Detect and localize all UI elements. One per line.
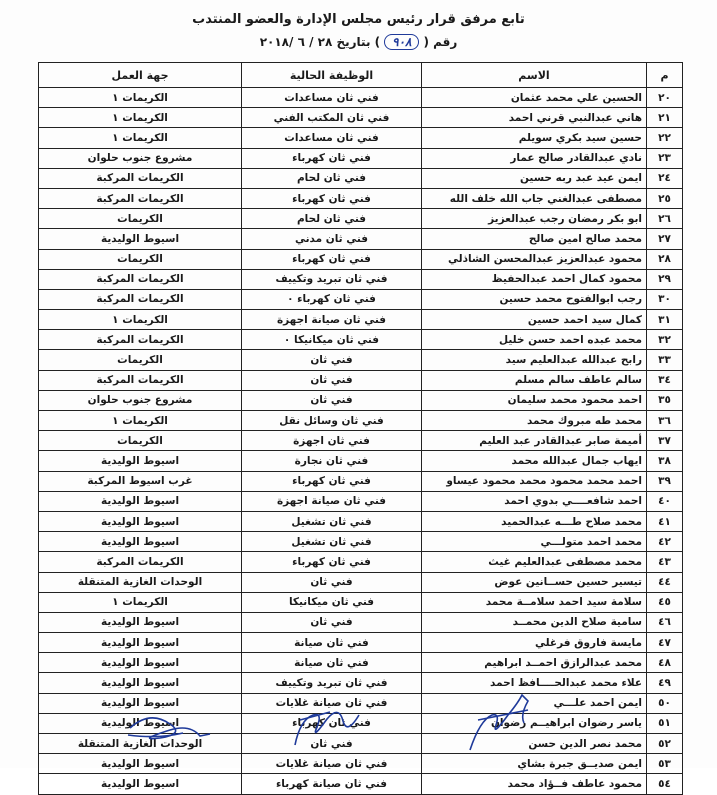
row-location: الكريمات bbox=[39, 249, 242, 269]
row-name: ياسر رضوان ابراهيــم رضوان bbox=[422, 713, 647, 733]
row-location: غرب اسيوط المركبة bbox=[39, 471, 242, 491]
row-job: فني ثان bbox=[242, 572, 422, 592]
row-job: فني ثان نجارة bbox=[242, 451, 422, 471]
row-job: فني ثان كهرباء bbox=[242, 148, 422, 168]
row-name: ايمن صديــق جبرة بشاي bbox=[422, 754, 647, 774]
row-name: محمد مصطفى عبدالعليم غيث bbox=[422, 552, 647, 572]
row-number: ٤٩ bbox=[647, 673, 683, 693]
row-name: محمود عبدالعزيز عبدالمحسن الشاذلي bbox=[422, 249, 647, 269]
table-row bbox=[39, 289, 683, 309]
row-name: احمد محمد محمود محمد محمود عيساو bbox=[422, 471, 647, 491]
row-number: ٢٥ bbox=[647, 188, 683, 208]
col-header-job: الوظيفة الحالية bbox=[242, 63, 422, 88]
row-number: ٥٤ bbox=[647, 774, 683, 794]
row-job: فني ثان bbox=[242, 370, 422, 390]
row-job: فني ثان كهرباء bbox=[242, 552, 422, 572]
row-location: الكريمات ١ bbox=[39, 411, 242, 431]
table-row bbox=[39, 249, 683, 269]
row-name: محمد عبدالرازق احمــد ابراهيم bbox=[422, 653, 647, 673]
row-location: الكريمات المركبة bbox=[39, 289, 242, 309]
row-number: ٣٦ bbox=[647, 411, 683, 431]
row-job: فني ثان تشغيل bbox=[242, 532, 422, 552]
row-job: فني ثان كهرباء bbox=[242, 713, 422, 733]
row-location: اسيوط الوليدية bbox=[39, 653, 242, 673]
row-name: سامية صلاح الدين محمــد bbox=[422, 612, 647, 632]
row-name: محمود كمال احمد عبدالحفيظ bbox=[422, 269, 647, 289]
decision-date: ) بتاريخ ٢٨ / ٦ /٢٠١٨ bbox=[259, 35, 381, 49]
row-job: فني ثان bbox=[242, 350, 422, 370]
signature-middle bbox=[295, 712, 359, 745]
row-number: ٣٠ bbox=[647, 289, 683, 309]
table-row bbox=[39, 370, 683, 390]
row-location: الكريمات ١ bbox=[39, 310, 242, 330]
decision-prefix: رقم ( bbox=[423, 35, 458, 49]
row-job: فني ثان اجهزة bbox=[242, 431, 422, 451]
table-row bbox=[39, 229, 683, 249]
row-job: فني ثان صيانة كهرباء bbox=[242, 774, 422, 794]
row-location: الكريمات ١ bbox=[39, 88, 242, 108]
row-job: فني ثان مساعدات bbox=[242, 128, 422, 148]
row-location: اسيوط الوليدية bbox=[39, 511, 242, 531]
row-number: ٥٣ bbox=[647, 754, 683, 774]
row-name: احمد محمود محمد سليمان bbox=[422, 390, 647, 410]
table-row bbox=[39, 451, 683, 471]
row-job: فني ثان وسائل نقل bbox=[242, 411, 422, 431]
table-row bbox=[39, 653, 683, 673]
row-number: ٥٠ bbox=[647, 693, 683, 713]
row-number: ٣٥ bbox=[647, 390, 683, 410]
row-name: ابو بكر رمضان رجب عبدالعزيز bbox=[422, 209, 647, 229]
row-location: الوحدات الغازية المتنقلة bbox=[39, 572, 242, 592]
row-location: الكريمات ١ bbox=[39, 592, 242, 612]
row-job: فني ثان كهرباء bbox=[242, 471, 422, 491]
row-location: الكريمات المركبة bbox=[39, 188, 242, 208]
row-name: محمد احمد متولـــي bbox=[422, 532, 647, 552]
row-name: أميمة صابر عبدالقادر عبد العليم bbox=[422, 431, 647, 451]
row-name: سلامة سيد احمد سلامــة محمد bbox=[422, 592, 647, 612]
row-job: فني ثان كهرباء bbox=[242, 249, 422, 269]
row-location: مشروع جنوب حلوان bbox=[39, 148, 242, 168]
row-name: محمد صالح امين صالح bbox=[422, 229, 647, 249]
row-name: محمد نصر الدين حسن bbox=[422, 734, 647, 754]
table-row bbox=[39, 330, 683, 350]
col-header-location: جهة العمل bbox=[39, 63, 242, 88]
decision-number: ٩٠٨ bbox=[384, 34, 419, 50]
row-location: اسيوط الوليدية bbox=[39, 633, 242, 653]
row-number: ٤٣ bbox=[647, 552, 683, 572]
row-name: رجب ابوالفتوح محمد حسين bbox=[422, 289, 647, 309]
row-number: ٤٢ bbox=[647, 532, 683, 552]
row-number: ٤٤ bbox=[647, 572, 683, 592]
row-number: ٤٠ bbox=[647, 491, 683, 511]
row-job: فني ثان مدني bbox=[242, 229, 422, 249]
row-location: مشروع جنوب حلوان bbox=[39, 390, 242, 410]
row-number: ٣٢ bbox=[647, 330, 683, 350]
row-number: ٢٧ bbox=[647, 229, 683, 249]
table-row bbox=[39, 572, 683, 592]
row-job: فني ثان ميكانيكا bbox=[242, 592, 422, 612]
row-location: الكريمات ١ bbox=[39, 128, 242, 148]
row-name: محمد طه مبروك محمد bbox=[422, 411, 647, 431]
row-location: اسيوط الوليدية bbox=[39, 774, 242, 794]
table-row bbox=[39, 148, 683, 168]
row-job: فني ثان صيانة bbox=[242, 653, 422, 673]
employees-table bbox=[38, 62, 683, 795]
row-location: الكريمات bbox=[39, 431, 242, 451]
row-number: ٢٩ bbox=[647, 269, 683, 289]
signatures-area bbox=[0, 690, 717, 760]
row-job: فني ثان ميكانيكا ٠ bbox=[242, 330, 422, 350]
row-location: الكريمات المركبة bbox=[39, 370, 242, 390]
row-name: محمود عاطف فــؤاد محمد bbox=[422, 774, 647, 794]
row-job: فني ثان مساعدات bbox=[242, 88, 422, 108]
row-name: حسين سيد بكري سويلم bbox=[422, 128, 647, 148]
row-job: فني ثان صيانة اجهزة bbox=[242, 491, 422, 511]
row-number: ٣١ bbox=[647, 310, 683, 330]
row-job: فني ثان bbox=[242, 390, 422, 410]
row-number: ٥٢ bbox=[647, 734, 683, 754]
document-title: تابع مرفق قرار رئيس مجلس الإدارة والعضو المنتدب bbox=[192, 12, 525, 27]
table-row bbox=[39, 411, 683, 431]
row-number: ٢٦ bbox=[647, 209, 683, 229]
table-row bbox=[39, 128, 683, 148]
table-row bbox=[39, 350, 683, 370]
col-header-number: م bbox=[647, 63, 683, 88]
row-location: اسيوط الوليدية bbox=[39, 673, 242, 693]
row-job: فني ثان تشغيل bbox=[242, 511, 422, 531]
row-name: كمال سيد احمد حسين bbox=[422, 310, 647, 330]
row-number: ٤٥ bbox=[647, 592, 683, 612]
row-number: ٣٩ bbox=[647, 471, 683, 491]
row-number: ٤٧ bbox=[647, 633, 683, 653]
table-row bbox=[39, 188, 683, 208]
signature-right bbox=[470, 695, 528, 750]
row-name: ايمن احمد علـــي bbox=[422, 693, 647, 713]
row-number: ٢٣ bbox=[647, 148, 683, 168]
row-name: تيسير حسين حســانين عوض bbox=[422, 572, 647, 592]
row-job: فني ثان لحام bbox=[242, 209, 422, 229]
table-row bbox=[39, 310, 683, 330]
table-row bbox=[39, 431, 683, 451]
row-location: اسيوط الوليدية bbox=[39, 229, 242, 249]
row-location: الكريمات ١ bbox=[39, 108, 242, 128]
table-row bbox=[39, 511, 683, 531]
row-location: الوحدات الغازية المتنقلة bbox=[39, 734, 242, 754]
row-number: ٣٤ bbox=[647, 370, 683, 390]
row-number: ٤٨ bbox=[647, 653, 683, 673]
table-row bbox=[39, 633, 683, 653]
row-name: نادي عبدالقادر صالح عمار bbox=[422, 148, 647, 168]
row-location: الكريمات المركبة bbox=[39, 552, 242, 572]
row-number: ٣٣ bbox=[647, 350, 683, 370]
table-row bbox=[39, 88, 683, 108]
table-row bbox=[39, 612, 683, 632]
row-location: الكريمات المركبة bbox=[39, 269, 242, 289]
row-job: فني ثان تبريد وتكييف bbox=[242, 673, 422, 693]
row-job: فني ثان صيانة bbox=[242, 633, 422, 653]
row-location: اسيوط الوليدية bbox=[39, 491, 242, 511]
row-name: رابح عبدالله عبدالعليم سيد bbox=[422, 350, 647, 370]
row-number: ٤٦ bbox=[647, 612, 683, 632]
row-location: اسيوط الوليدية bbox=[39, 532, 242, 552]
row-location: الكريمات المركبة bbox=[39, 330, 242, 350]
row-name: سالم عاطف سالم مسلم bbox=[422, 370, 647, 390]
row-job: فني ثان bbox=[242, 612, 422, 632]
row-job: فني ثان bbox=[242, 734, 422, 754]
row-location: اسيوط الوليدية bbox=[39, 713, 242, 733]
row-name: مصطفى عبدالغني جاب الله خلف الله bbox=[422, 188, 647, 208]
table-row bbox=[39, 552, 683, 572]
row-job: فني ثان صيانة غلايات bbox=[242, 693, 422, 713]
table-header-row bbox=[39, 63, 683, 88]
table-row bbox=[39, 269, 683, 289]
row-number: ٢٤ bbox=[647, 168, 683, 188]
row-job: فني ثان صيانة غلايات bbox=[242, 754, 422, 774]
table-row bbox=[39, 774, 683, 794]
row-location: اسيوط الوليدية bbox=[39, 693, 242, 713]
signature-left bbox=[128, 718, 210, 739]
row-name: محمد صلاح طـــه عبدالحميد bbox=[422, 511, 647, 531]
row-name: الحسين علي محمد عثمان bbox=[422, 88, 647, 108]
row-job: فني ثان المكتب الفني bbox=[242, 108, 422, 128]
row-name: احمد شافعــــي بدوي احمد bbox=[422, 491, 647, 511]
table-row bbox=[39, 390, 683, 410]
row-number: ٢١ bbox=[647, 108, 683, 128]
table-row bbox=[39, 592, 683, 612]
row-job: فني ثان تبريد وتكييف bbox=[242, 269, 422, 289]
row-number: ٤١ bbox=[647, 511, 683, 531]
row-number: ٢٠ bbox=[647, 88, 683, 108]
row-name: علاء محمد عبدالحــــافظ احمد bbox=[422, 673, 647, 693]
decision-reference bbox=[0, 34, 717, 50]
row-location: الكريمات bbox=[39, 209, 242, 229]
table-row bbox=[39, 471, 683, 491]
row-job: فني ثان لحام bbox=[242, 168, 422, 188]
row-job: فني ثان كهرباء ٠ bbox=[242, 289, 422, 309]
table-row bbox=[39, 491, 683, 511]
row-name: هاني عبدالنبي قرني احمد bbox=[422, 108, 647, 128]
row-number: ٣٨ bbox=[647, 451, 683, 471]
row-job: فني ثان كهرباء bbox=[242, 188, 422, 208]
table-row bbox=[39, 209, 683, 229]
row-number: ٥١ bbox=[647, 713, 683, 733]
row-location: اسيوط الوليدية bbox=[39, 754, 242, 774]
row-location: اسيوط الوليدية bbox=[39, 451, 242, 471]
table-body bbox=[39, 88, 683, 795]
table-row bbox=[39, 168, 683, 188]
table-row bbox=[39, 108, 683, 128]
row-name: مايسة فاروق فرغلي bbox=[422, 633, 647, 653]
table-row bbox=[39, 532, 683, 552]
col-header-name: الاسم bbox=[422, 63, 647, 88]
row-name: ايهاب جمال عبدالله محمد bbox=[422, 451, 647, 471]
row-name: ايمن عيد عبد ربه حسين bbox=[422, 168, 647, 188]
row-location: الكريمات المركبة bbox=[39, 168, 242, 188]
row-job: فني ثان صيانة اجهزة bbox=[242, 310, 422, 330]
row-number: ٢٨ bbox=[647, 249, 683, 269]
row-location: اسيوط الوليدية bbox=[39, 612, 242, 632]
row-number: ٢٢ bbox=[647, 128, 683, 148]
row-name: محمد عبده احمد حسن خليل bbox=[422, 330, 647, 350]
row-number: ٣٧ bbox=[647, 431, 683, 451]
row-location: الكريمات bbox=[39, 350, 242, 370]
